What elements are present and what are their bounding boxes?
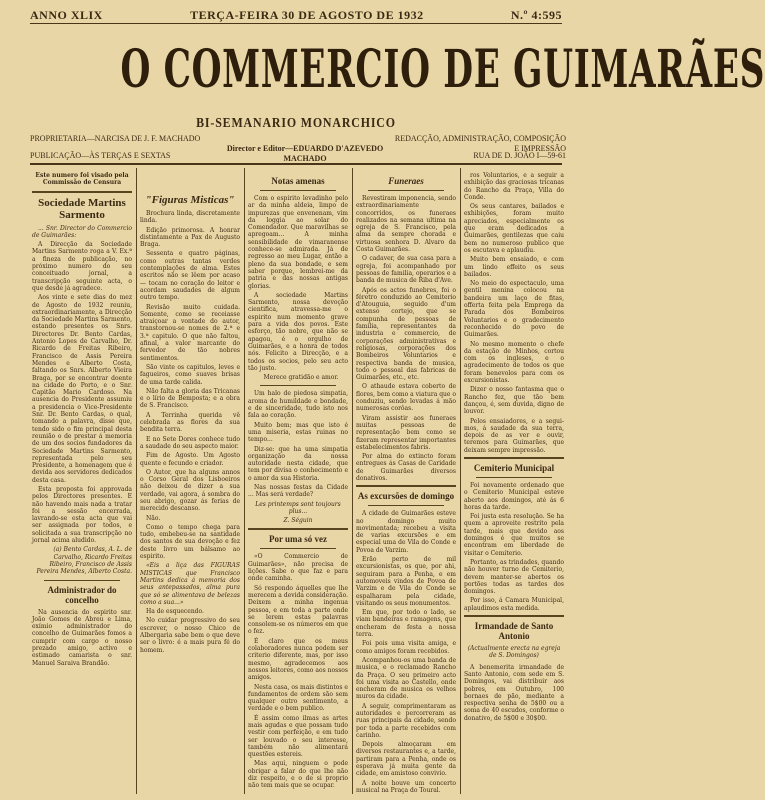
- column-divider: [460, 168, 461, 794]
- paragraph: Nesta casa, os mais distintos e fundamentos de ordem são sem qualquer outro sentimento, a verdade e o bem publico.: [248, 683, 348, 713]
- rule: [464, 457, 564, 459]
- paragraph: Erão perto de mil excursionistas, os que, por ahi, seguiram para a Penha, e em automoveis vindos de Povoa de Varzim e de Vila do Conde se espalharam pela cidade, visitando os seus monumentos.: [356, 556, 456, 607]
- paragraph: Por alma do extincto foram entregues ás Casas de Caridade de Guimarães diversos donativos.: [356, 453, 456, 482]
- article-headline: Cemiterio Municipal: [473, 462, 555, 473]
- paragraph: Dizer o nosso fantasma que o Rancho fez, que tão bem dançou, é, sem duvida, digno de louvor.: [464, 386, 564, 416]
- article-headline: Sociedade Martins Sarmento: [38, 196, 126, 221]
- rule: [368, 505, 444, 506]
- rule: [248, 528, 348, 530]
- paragraph: A Terrinha querida vê celebrada as flores da sua bendita terra.: [140, 411, 240, 434]
- paragraph: Em que, por todo o lado, se viam bandeiras e ramagens, que encheram de festa a nossa terra.: [356, 609, 456, 639]
- rule: [464, 615, 564, 617]
- paragraph: A sociedade Martins Sarmento, nossa devoção cientifica, atravessa-me o espirito num momento grave para a vida dos povos. Este esforço, tão nobre, que não se apagou, é o orgulho de Guimarães, e a honra de todos nós. Felicito a Direcção, e a todos os socios, pelo seu acto tão justo.: [248, 291, 348, 372]
- newspaper-title: O COMMERCIO DE GUIMARÃES: [120, 39, 765, 100]
- kicker: (Actualmente erecta na egreja de S. Domingos): [467, 645, 561, 660]
- paragraph: E no Sete Dores conhece tudo a saudade do seu aspecto maior.: [140, 435, 240, 450]
- paragraph: Não falta a gloria das Tricanas e o lírio de Bemposta; e a obra de S. Francisco.: [140, 387, 240, 410]
- paragraph: Com o espirito levadinho pelo ar da minha aldeia, limpo de impurezas que envenenam, vim da loggia ao solar do Comendador. Que maravilhas se apregoam... A minha sensibilidade de vimaranense conhece-se admirada. Já de regresso ao meu Lugar, então a pleno da sua bondade, e sem saber porque, lembrei-me da patria e das nossas antigas glorias.: [248, 195, 348, 290]
- censorship-notice: Este numero foi visado pela Commissão de Censura: [35, 172, 129, 187]
- paragraph: Na ausencia do espirito snr. João Gomes de Abreu e Lima, exímio administrador do concelho de Guimarães fomos a cumprir com cargo o nosso prezado amigo, activo e estimado camarista o snr. Manuel Saraiva Brandão.: [32, 608, 132, 667]
- director-line: Director e Editor—EDUARDO D'AZEVEDO MACHADO: [226, 144, 384, 163]
- paragraph: Foi pois uma visita amiga, e como amigos foram recebidos.: [356, 640, 456, 655]
- proprietor-line: PROPRIETARIA—NARCISA DE J. F. MACHADO: [30, 134, 201, 143]
- paragraph: Aos vinte e sete dias do mez de Agosto de 1932 reuniu, extraordinariamente, a Direcção da Sociedade Martins Sarmento, estando presentes os Snrs. Directores Dr. Bento Cardas, Antonio Lopes de Carvalho, Dr. Ricardo de Freitas Ribeiro, Francisco de Assis Pereira Mendes e Alberto Costa, faltando os Snrs. Alberto Vieira Braga, por se encontrar doente na cidade do Porto, e o Snr. Capitão Mario Cardoso. Na ausencia do Presidente assumiu a presidencia o Vice-Presidente Snr. Dr. Bento Cardas, o qual, tomando a palavra, disse que, tendo sido o fim principal desta reunião o de prestar á memoria de um dos socios fundadores da Sociedade Martins Sarmento, representada pelo seu Presidente, a homenagem que é devida aos servidores dedicados desta casa.: [32, 294, 132, 484]
- paragraph: No mesmo momento o chefe da estação de Minhos, cortou com os ingleses, e o agradecimento de todos os que foram benevolos para com os excursionistas.: [464, 340, 564, 385]
- paragraph: A Direcção da Sociedade Martins Sarmento roga a V. Ex.ª a fineza de publicação, no próximo numero do seu conceituado jornal, a transcripção seguinte acta, o que desde já agradece.: [32, 241, 132, 292]
- paragraph: Fim de Agosto. Um Agosto quente e fecundo e criador.: [140, 452, 240, 467]
- paragraph: «O Commercio de Guimarães», não precisa de lições. Sabe o que faz e para onde caminha.: [248, 553, 348, 583]
- issue-date: TERÇA-FEIRA 30 DE AGOSTO DE 1932: [190, 7, 424, 22]
- paragraph: É assim como ilmas as artes mais agudas e que possam tudo vestir com perfeição, e em tudo ser louvado o seu interesse, também não alimentará questões estereis.: [248, 714, 348, 759]
- paragraph: Ha de esquecendo.: [146, 608, 204, 616]
- paragraph: Portanto, as trindades, quando não houver turno de Cemiterio, devem manter-se abertos os portões todas as tardes dos domingos.: [464, 558, 564, 596]
- issue-number: N.º 4:595: [510, 7, 562, 22]
- paragraph: Revisão muito cuidada. Somente, como se receiasse atraiçoar a vontade do autor, transtornou-se nomes de 2.ª e 3.ª capitulo. O que não faltou, afinal, a valor marcante do fervedor de tão nobres sentimentos.: [140, 303, 240, 362]
- column-divider: [244, 168, 245, 794]
- paragraph: O Autor, que ha alguns annos o Corso Geral dos Lisboeiros não deixou de dizer a sua verdade, vai agora, á sombra do seu abrigo, gozar ás ferias de merecido descanso.: [140, 468, 240, 513]
- paragraph: Foi justa esta resolução. Se ha quem a aproveite restrito pela tarde, mais que devido aos domingos é que muitos se encontram em liberdade de visitar o Cemiterio.: [464, 513, 564, 557]
- newspaper-subtitle: BI-SEMANARIO MONARCHICO: [196, 116, 396, 131]
- paragraph: No cuidar progressivo do seu escrever, o nosso Chico de Albergaria sabe bem o que deve ser o livro: é a mais pura fé do homem.: [140, 617, 240, 654]
- rule: [368, 190, 444, 191]
- column-divider: [352, 168, 353, 794]
- paragraph: Os seus cantares, bailados e exhibições, foram muito apreciados, especialmente os que eram dedicados a Guimarães, gentilezas que caiu bem no numeroso publico que os escutava e aplaudiu.: [464, 203, 564, 254]
- article-headline: Notas amenas: [271, 176, 325, 186]
- article-headline: Por uma só vez: [268, 534, 328, 545]
- article-headline: "Figuras Misticas": [145, 194, 235, 206]
- paragraph: Merece gratidão e amor.: [263, 374, 339, 382]
- rule: [356, 485, 456, 487]
- paragraph: O athaude estava coberto de flores, bem como a viatura que o conduziu, sendo levadas á mão numerosas corôas.: [356, 383, 456, 413]
- paragraph: É claro que os meus colaboradores nunca podem ser criterio diferente, mas, por isso mesmo, agradecemos aos nossos leitores, como aos nossos amigos.: [248, 637, 348, 682]
- column-3: [248, 172, 348, 796]
- paragraph: Revestiram imponencia, sendo extraordinariamente concorridos, os funeraes realizados na semana ultima na egreja de S. Francisco, pela alma da sempre chorada e virtuosa senhora D. Alvaro da Costa Guimarães.: [356, 195, 456, 254]
- rule: [44, 580, 120, 581]
- paragraph: ros Voluntarios, e a seguir a exhibição das graciosas tricanas do Rancho da Praça, Villa do Conde.: [464, 172, 564, 201]
- paragraph: No meio do espectaculo, uma gentil menina colocou na bandeira um laço de fitas, offerta feita pela Emprega da Parada dos Bombeiros Voluntarios e o gradecimento reconhecido do povo de Guimarães.: [464, 280, 564, 339]
- paragraph: Sessenta e quatro páginas, como outras tantas verdes contemplações de alma. Estes escritos não se lêem por acaso — tocam no coração do leitor e acordam saudades de algum outro tempo.: [140, 250, 240, 302]
- paragraph: Viram assistir aos funeraes muitas pessoas de representação bem como se fizeram representar importantes estabelecimentos fabris.: [356, 414, 456, 451]
- paragraph: Acompanhou-os uma banda de musica, e o reclamado Rancho da Praça. O seu primeiro acto foi uma visita ao Castello, onde encheram de musica os velhos muros da cidade.: [356, 656, 456, 701]
- article-headline: Irmandade de Santo Antonio: [474, 621, 554, 642]
- column-5: [464, 172, 564, 796]
- paragraph: Não.: [146, 514, 161, 522]
- paragraph: Brochura linda, discretamente linda.: [140, 210, 240, 225]
- volume-label: ANNO XLIX: [30, 7, 103, 22]
- paragraph: O cadaver, de sua casa para a egreja, foi acompanhado por pessoas de familia, operarios e a banda de musica de Riba d'Ave.: [356, 255, 456, 285]
- paragraph: A benemerita irmandade de Santo Antonio, com sede em S. Domingos, vai distribuir aos pobres, em Outubro, 100 bornaes de pão, mediante a respectiva senha de 5$00 ou a soma de 40 escudos, conforme o donativo, de 5$00 e 30$00.: [464, 663, 564, 722]
- salutation: ... Snr. Director do Commercio de Guimarães:: [32, 224, 132, 239]
- paragraph: Edição primorosa. A honrar distintamente a Pax de Augusto Braga.: [140, 226, 240, 249]
- paragraph: Mas aqui, ninguem o pode obrigar a falar do que lhe não diz respeito, e o de si proprio não tem mais que se ocupar.: [248, 760, 348, 790]
- rule: [32, 191, 132, 193]
- paragraph: Pelos ensaiadores, e a segui-mos, á saudade da sua terra, depois de as ver e ouvir, teremos para Guimarães, que deixam sempre impressão.: [464, 417, 564, 454]
- paragraph: A noite houve um concerto musical na Praça do Toural.: [356, 779, 456, 794]
- dateline: [30, 8, 562, 22]
- header-rule: [30, 163, 562, 165]
- column-1: [32, 172, 132, 796]
- rule: [260, 190, 336, 191]
- quotation: «Eis a liça das FIGURAS MISTICAS que Francisco Martins dedica á memoria dos seus antepassados, alma pura que só se alimentava de belezas como a sua...»: [140, 562, 240, 606]
- article-headline: Administrador do concelho: [47, 584, 117, 605]
- paragraph: Um halo de piedosa simpatia, aroma de humildade e bondade, e de sinceridade, tudo isto nos fala ao coração.: [248, 390, 348, 420]
- publication-line: PUBLICAÇÃO—ÀS TERÇAS E SEXTAS: [30, 151, 171, 160]
- paragraph: Só respondo áquelles que lhe merecem a devida consideração. Deixem a minha ingenua pessoa, e em toda a parte onde se lerem estas palavras consolem-se os números em que o fez.: [248, 584, 348, 636]
- article-headline: As excursões de domingo: [357, 491, 455, 502]
- paragraph: Muito bem; mas que isto é uma miseria, estas ruinas no tempo...: [248, 421, 348, 444]
- redaction-line: REDACÇÃO, ADMINISTRAÇÃO, COMPOSIÇÃO E IMPRESSÃO: [394, 134, 566, 153]
- paragraph: Diz-se: que ha uma simpatia organização da nossa autoridade nesta cidade, que tem por divisa o conhecimento e o amor da sua Historia.: [248, 445, 348, 482]
- column-divider: [136, 168, 137, 794]
- column-4: [356, 172, 456, 796]
- column-2: [140, 172, 240, 796]
- paragraph: A cidade de Guimarães esteve no domingo muito movimentada; recebeu a visita de varias excursões e em especial uma de Vila do Conde e Povoa de Varzim.: [356, 510, 456, 554]
- paragraph: Por isso, á Camara Municipal, aplaudimos esta medida.: [464, 597, 564, 612]
- paragraph: Esta proposta foi approvada pelos Directores presentes. E não havendo mais nada a tratar foi a sessão encerrada, lavrando-se esta acta que vai ser assignada por todos, e solicitada a sua transcripção no jornal acima aludido.: [32, 485, 132, 545]
- kicker: Z. Séguin: [283, 517, 313, 525]
- article-headline: Funeraes: [388, 176, 424, 186]
- paragraph: Depois almoçaram em diversos restaurantes e, a tarde, partiram para a Penha, onde os esperava já muita gente da cidade, em amistoso convivio.: [356, 741, 456, 778]
- paragraph: Foi novamente ordenado que o Cemiterio Municipal esteve aberto aos domingos, até ás 6 horas da tarde.: [464, 481, 564, 511]
- paragraph: Nas nossas festas da Cidade ... Mas será verdade?: [248, 483, 348, 499]
- rule: [476, 477, 552, 478]
- signatures: (a) Bento Cardas, A. L. de Carvalho, Ricardo Freitas Ribeiro, Francisco de Assis Pereira Mendes, Alberto Costa.: [36, 546, 132, 576]
- paragraph: São vinte os capitulos, leves e fagueiros, como suaves brisas de uma tarde calida.: [140, 363, 240, 386]
- rule: [260, 548, 336, 549]
- paragraph: A seguir, comprimentaram as autoridades e percorreram as ruas principais da cidade, sendo por toda a parte recebidos com carinho.: [356, 702, 456, 739]
- rule: [260, 385, 336, 386]
- paragraph: Após os actos funebres, foi o féretro conduzido ao Cemiterio d'Atouguia, seguido d'um extenso cortejo, que se compunha de pessoas de familia, representantes da industria e commercio, de corporações administrativas e religiosas, corporações dos Bombeiros Voluntarios e respectiva banda de musica, todo o pessoal das fabricas de Guimarães, etc., etc.: [356, 286, 456, 382]
- address-line: RUA DE D. JOÃO I—59-61: [473, 151, 566, 160]
- signature: Les printemps sont toujours plus...: [255, 500, 341, 515]
- paragraph: Muito bem ensaiado, e com um lindo effeito os seus bailados.: [464, 256, 564, 278]
- paragraph: Como o tempo chega para tudo, embebeu-se na santidade dos santos de sua devoção e fez deste livro um bálsamo ao espirito.: [140, 523, 240, 561]
